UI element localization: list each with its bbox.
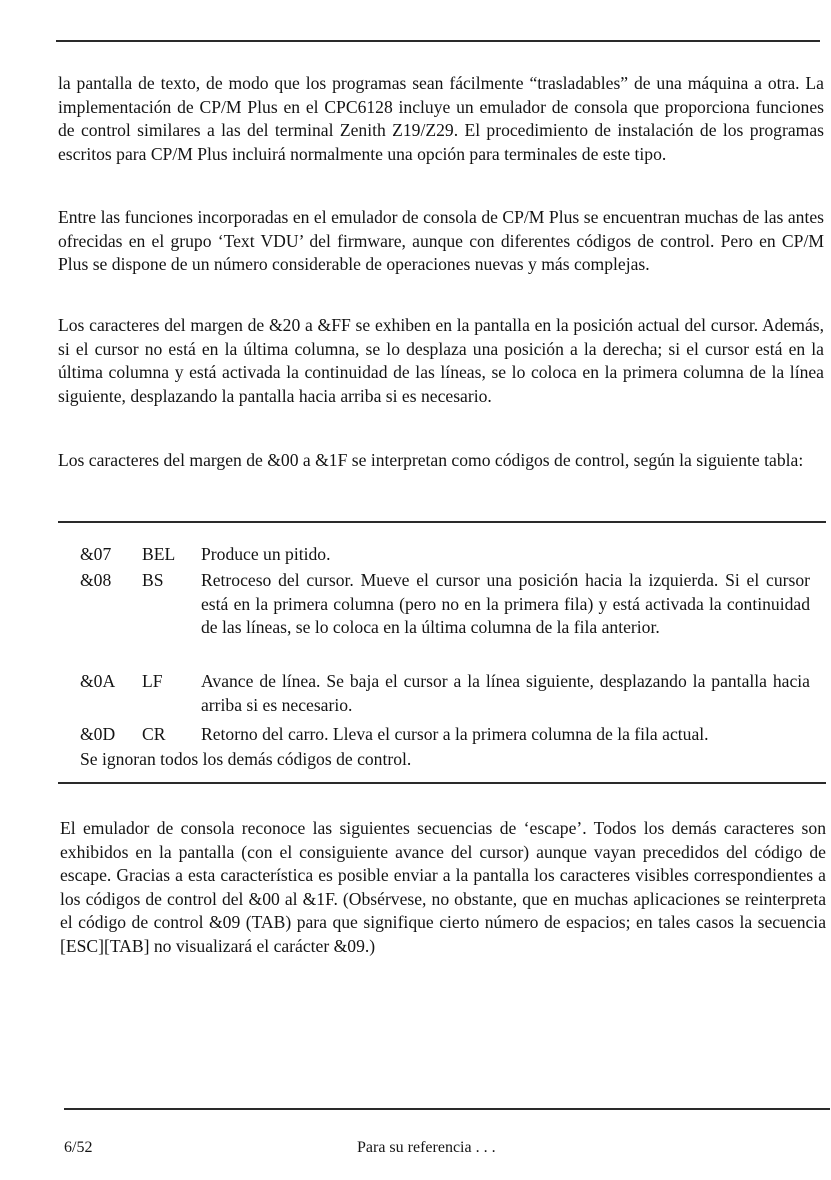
control-description: Avance de línea. Se baja el cursor a la línea siguiente, desplazando la pantalla hacia arriba si es necesario.	[201, 671, 810, 715]
top-rule	[56, 40, 820, 42]
footer-rule	[64, 1108, 830, 1110]
control-code: &07	[80, 544, 112, 564]
control-description: Retroceso del cursor. Mueve el cursor una posición hacia la izquierda. Si el cursor está en la primera columna (pero no en la primera fila) y está activada la continuidad de las líneas, se lo coloca en la última columna de la fila anterior.	[201, 570, 810, 638]
table-top-rule	[58, 521, 826, 523]
paragraph-functions: Entre las funciones incorporadas en el emulador de consola de CP/M Plus se encuentran muchas de las antes ofrecidas en el grupo ‘Text VDU’ del firmware, aunque con diferentes códigos de control. Pero en CP/M Plus se dispone de un número considerable de operaciones nuevas y más complejas.	[58, 207, 824, 275]
control-code: &08	[80, 570, 112, 590]
paragraph-intro: la pantalla de texto, de modo que los programas sean fácilmente “trasladables” de una máquina a otra. La implementación de CP/M Plus en el CPC6128 incluye un emulador de consola que proporciona funciones de control similares a las del terminal Zenith Z19/Z29. El procedimiento de instalación de los programas escritos para CP/M Plus incluirá normalmente una opción para terminales de este tipo.	[58, 73, 824, 164]
paragraph-printable-chars: Los caracteres del margen de &20 a &FF se exhiben en la pantalla en la posición actual del cursor. Además, si el cursor no está en la última columna, se lo desplaza una posición a la derecha; si el cursor está en la última columna y está activada la continuidad de las líneas, se lo coloca en la primera columna de la línea siguiente, desplazando la pantalla hacia arriba si es necesario.	[58, 315, 824, 406]
control-code: &0A	[80, 671, 116, 691]
control-code: &0D	[80, 724, 116, 744]
page-number: 6/52	[64, 1139, 93, 1156]
control-mnemonic: BEL	[142, 544, 176, 564]
footer-title: Para su referencia . . .	[357, 1139, 496, 1156]
control-description: Retorno del carro. Lleva el cursor a la primera columna de la fila actual.	[201, 724, 709, 744]
table-bottom-rule	[58, 782, 826, 784]
table-note: Se ignoran todos los demás códigos de control.	[80, 749, 412, 769]
paragraph-control-chars: Los caracteres del margen de &00 a &1F se interpretan como códigos de control, según la siguiente tabla:	[58, 450, 804, 470]
paragraph-escape-sequences: El emulador de consola reconoce las siguientes secuencias de ‘escape’. Todos los demás caracteres son exhibidos en la pantalla (con el consiguiente avance del cursor) aunque vayan precedidos del código de escape. Gracias a esta característica es posible enviar a la pantalla los caracteres visibles correspondientes a los códigos de control del &00 al &1F. (Obsérvese, no obstante, que en muchas aplicaciones se reinterpreta el código de control &09 (TAB) para que signifique cierto número de espacios; en tales casos la secuencia [ESC][TAB] no visualizará el carácter &09.)	[60, 818, 826, 956]
control-mnemonic: LF	[142, 671, 163, 691]
control-mnemonic: CR	[142, 724, 166, 744]
control-description: Produce un pitido.	[201, 544, 331, 564]
control-mnemonic: BS	[142, 570, 164, 590]
